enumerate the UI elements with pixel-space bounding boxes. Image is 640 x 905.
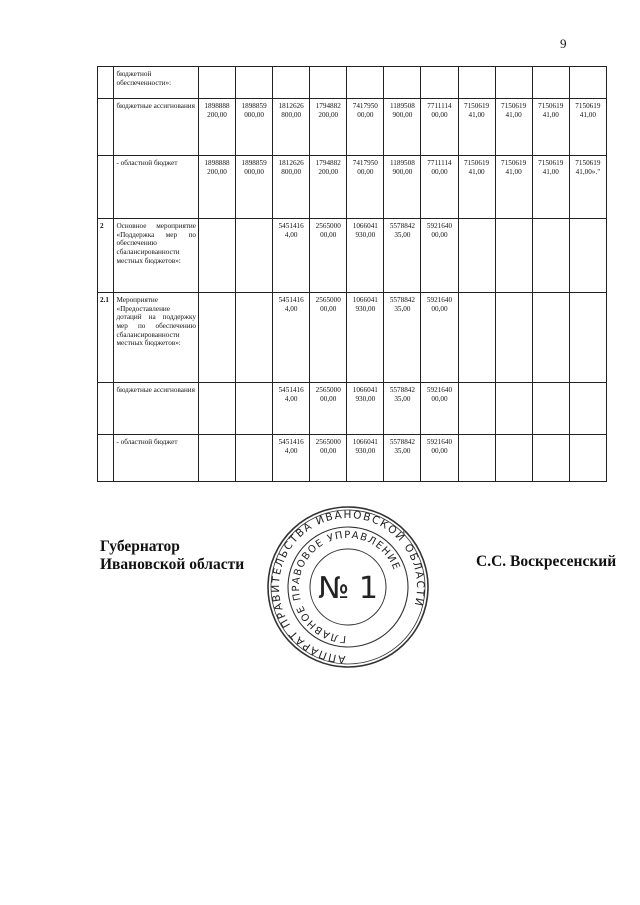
table-cell: [458, 67, 495, 99]
table-cell: [198, 67, 235, 99]
table-row: [98, 383, 607, 435]
row-index: [98, 156, 114, 219]
table-cell: 1812626 800,00: [273, 99, 310, 156]
table-row: [98, 435, 607, 482]
table-cell: 2565000 00,00: [310, 219, 347, 293]
row-index: 2: [98, 219, 114, 293]
table-cell: 1898888 200,00: [198, 99, 235, 156]
table-cell: 1066041 930,00: [347, 435, 384, 482]
row-name: - областной бюджет: [114, 156, 198, 219]
table-cell: [198, 293, 235, 383]
seal-outer-text: АППАРАТ ПРАВИТЕЛЬСТВА ИВАНОВСКОЙ ОБЛАСТИ: [269, 508, 427, 666]
table-cell: 5451416 4,00: [273, 383, 310, 435]
table-cell: [532, 383, 569, 435]
table-cell: [458, 219, 495, 293]
table-cell: 7150619 41,00».": [569, 156, 606, 219]
table-cell: 1794882 200,00: [310, 99, 347, 156]
table-cell: 1794882 200,00: [310, 156, 347, 219]
table-cell: [458, 293, 495, 383]
table-cell: 2565000 00,00: [310, 383, 347, 435]
governor-title-line2: Ивановской области: [100, 556, 245, 573]
table-row: [98, 67, 607, 99]
table-cell: 5451416 4,00: [273, 293, 310, 383]
budget-table-body: [98, 67, 607, 482]
table-cell: 5451416 4,00: [273, 219, 310, 293]
table-cell: [347, 67, 384, 99]
table-cell: 1189508 900,00: [384, 99, 421, 156]
table-cell: [532, 219, 569, 293]
row-name: бюджетной обеспеченности»:: [114, 67, 198, 99]
table-row: [98, 99, 607, 156]
seal-inner-text: ГЛАВНОЕ ПРАВОВОЕ УПРАВЛЕНИЕ: [290, 529, 402, 645]
table-cell: 2565000 00,00: [310, 435, 347, 482]
table-cell: 7150619 41,00: [495, 156, 532, 219]
table-cell: 1066041 930,00: [347, 219, 384, 293]
table-cell: 1898859 000,00: [236, 156, 273, 219]
table-cell: [532, 435, 569, 482]
table-cell: [532, 67, 569, 99]
row-index: [98, 67, 114, 99]
table-cell: [198, 435, 235, 482]
table-cell: 1189508 900,00: [384, 156, 421, 219]
row-name: бюджетные ассигнования: [114, 99, 198, 156]
table-cell: [569, 383, 606, 435]
table-cell: [569, 293, 606, 383]
table-cell: 2565000 00,00: [310, 293, 347, 383]
table-cell: [569, 219, 606, 293]
table-cell: [495, 219, 532, 293]
table-cell: [495, 293, 532, 383]
row-name: - областной бюджет: [114, 435, 198, 482]
row-index: 2.1: [98, 293, 114, 383]
table-row: [98, 156, 607, 219]
table-cell: 7417950 00,00: [347, 156, 384, 219]
governor-title: [100, 538, 244, 574]
table-cell: 7711114 00,00: [421, 99, 458, 156]
table-cell: 7150619 41,00: [532, 99, 569, 156]
table-cell: 1066041 930,00: [347, 293, 384, 383]
table-cell: [198, 219, 235, 293]
governor-name: С.С. Воскресенский: [476, 553, 617, 570]
table-cell: [273, 67, 310, 99]
table-cell: 5921640 00,00: [421, 435, 458, 482]
table-cell: 7150619 41,00: [495, 99, 532, 156]
table-cell: [458, 435, 495, 482]
table-cell: [495, 435, 532, 482]
table-cell: [384, 67, 421, 99]
table-cell: 1898859 000,00: [236, 99, 273, 156]
row-index: [98, 99, 114, 156]
table-row: [98, 293, 607, 383]
table-cell: 5921640 00,00: [421, 383, 458, 435]
table-cell: [310, 67, 347, 99]
table-cell: 1812626 800,00: [273, 156, 310, 219]
table-cell: [421, 67, 458, 99]
row-name: бюджетные ассигнования: [114, 383, 198, 435]
table-cell: 7417950 00,00: [347, 99, 384, 156]
governor-title-line1: Губернатор: [100, 538, 180, 555]
table-cell: 5578842 35,00: [384, 293, 421, 383]
table-cell: 5451416 4,00: [273, 435, 310, 482]
official-seal: [264, 503, 432, 671]
table-cell: 7150619 41,00: [532, 156, 569, 219]
row-name: Мероприятие «Предоставление дотаций на поддержку мер по обеспечению сбалансированности местных бюджетов»:: [114, 293, 198, 383]
seal-number: № 1: [318, 571, 378, 606]
table-cell: 5921640 00,00: [421, 219, 458, 293]
table-cell: [236, 383, 273, 435]
table-cell: 7150619 41,00: [458, 99, 495, 156]
table-row: [98, 219, 607, 293]
table-cell: [532, 293, 569, 383]
table-cell: [569, 67, 606, 99]
table-cell: 5578842 35,00: [384, 435, 421, 482]
page-number: 9: [560, 36, 567, 51]
table-cell: 7711114 00,00: [421, 156, 458, 219]
table-cell: [458, 383, 495, 435]
budget-table: [97, 66, 607, 482]
row-index: [98, 435, 114, 482]
table-cell: [236, 219, 273, 293]
table-cell: 7150619 41,00: [458, 156, 495, 219]
table-cell: [495, 383, 532, 435]
table-cell: 5578842 35,00: [384, 383, 421, 435]
table-cell: 1066041 930,00: [347, 383, 384, 435]
row-index: [98, 383, 114, 435]
table-cell: 7150619 41,00: [569, 99, 606, 156]
row-name: Основное мероприятие «Поддержка мер по обеспечению сбалансированности местных бюджетов»:: [114, 219, 198, 293]
table-cell: [569, 435, 606, 482]
table-cell: 5578842 35,00: [384, 219, 421, 293]
table-cell: [236, 67, 273, 99]
table-cell: [198, 383, 235, 435]
table-cell: 5921640 00,00: [421, 293, 458, 383]
table-cell: [495, 67, 532, 99]
table-cell: 1898888 200,00: [198, 156, 235, 219]
table-cell: [236, 435, 273, 482]
table-cell: [236, 293, 273, 383]
